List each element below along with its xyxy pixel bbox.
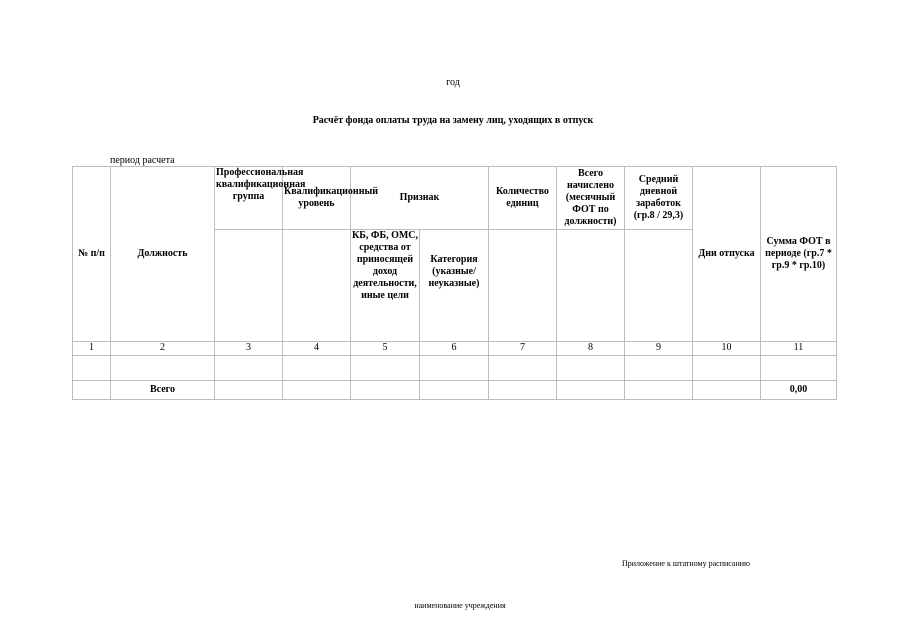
empty-cell [351, 356, 420, 381]
empty-cell [557, 356, 625, 381]
column-number: 8 [557, 342, 625, 356]
subheader-funding: КБ, ФБ, ОМС, средства от приносящей доход деятельности, иные цели [351, 230, 420, 342]
empty-cell [73, 381, 111, 400]
column-number: 6 [420, 342, 489, 356]
subheader-empty-cell [283, 230, 351, 342]
empty-cell [625, 356, 693, 381]
empty-cell [557, 381, 625, 400]
total-label: Всего [111, 381, 215, 400]
column-number: 10 [693, 342, 761, 356]
col-header-fot-sum: Сумма ФОТ в периоде (гр.7 * гр.9 * гр.10) [761, 167, 837, 342]
empty-cell [351, 381, 420, 400]
column-number: 11 [761, 342, 837, 356]
empty-cell [283, 356, 351, 381]
subheader-empty-cell [215, 230, 283, 342]
empty-cell [761, 356, 837, 381]
column-number-row [73, 342, 837, 356]
empty-cell [489, 356, 557, 381]
total-value: 0,00 [761, 381, 837, 400]
subheader-empty-cell [489, 230, 557, 342]
col-header-qual-level: Квалификационный уровень [283, 167, 351, 230]
col-header-num: № п/п [73, 167, 111, 342]
col-header-total-accrued: Всего начислено (месячный ФОТ по должности) [557, 167, 625, 230]
column-number: 2 [111, 342, 215, 356]
column-number: 4 [283, 342, 351, 356]
year-label: год [446, 77, 460, 88]
column-number: 5 [351, 342, 420, 356]
empty-cell [73, 356, 111, 381]
column-number: 7 [489, 342, 557, 356]
total-row [73, 381, 837, 400]
empty-cell [420, 381, 489, 400]
col-header-position: Должность [111, 167, 215, 342]
header-row [73, 167, 837, 230]
col-header-prof-group: Профессиональная квалификационная группа [215, 167, 283, 230]
fot-table [72, 166, 837, 400]
empty-cell [215, 356, 283, 381]
empty-cell [489, 381, 557, 400]
empty-cell [420, 356, 489, 381]
empty-cell [111, 356, 215, 381]
col-header-units: Количество единиц [489, 167, 557, 230]
empty-data-row [73, 356, 837, 381]
subheader-category: Категория (указные/неуказные) [420, 230, 489, 342]
empty-cell [693, 356, 761, 381]
empty-cell [215, 381, 283, 400]
empty-cell [625, 381, 693, 400]
empty-cell [693, 381, 761, 400]
subheader-empty-cell [625, 230, 693, 342]
org-name-label: наименование учреждения [414, 601, 506, 610]
appendix-note: Приложение к штатному расписанию [622, 559, 751, 568]
column-number: 1 [73, 342, 111, 356]
column-number: 9 [625, 342, 693, 356]
empty-cell [283, 381, 351, 400]
period-label: период расчета [110, 155, 175, 166]
col-header-vacation-days: Дни отпуска [693, 167, 761, 342]
col-header-avg-daily: Средний дневной заработок (гр.8 / 29,3) [625, 167, 693, 230]
column-number: 3 [215, 342, 283, 356]
col-header-sign: Признак [351, 167, 489, 230]
page-title: Расчёт фонда оплаты труда на замену лиц, уходящих в отпуск [312, 115, 594, 126]
subheader-empty-cell [557, 230, 625, 342]
